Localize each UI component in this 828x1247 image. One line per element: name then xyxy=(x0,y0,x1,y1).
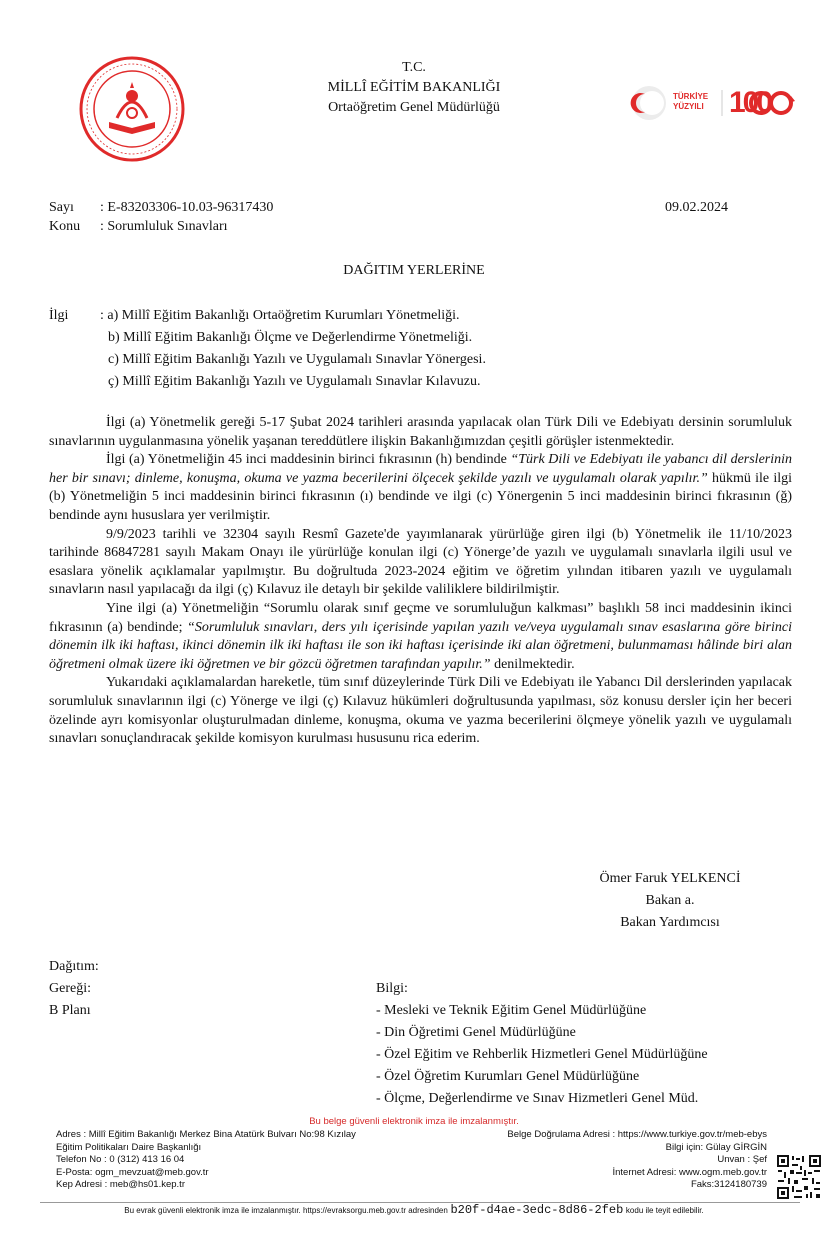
konu-label: Konu xyxy=(49,219,81,234)
page-title: DAĞITIM YERLERİNE xyxy=(343,263,485,278)
footer-kep: Kep Adresi : meb@hs01.kep.tr xyxy=(56,1179,185,1190)
ilgi-item-c: c) Millî Eğitim Bakanlığı Yazılı ve Uygulamalı Sınavlar Yönergesi. xyxy=(108,352,486,367)
document-date: 09.02.2024 xyxy=(665,200,728,215)
footer-right xyxy=(507,1129,767,1192)
sayi-label: Sayı xyxy=(49,200,74,215)
ilgi-item-a: : a) Millî Eğitim Bakanlığı Ortaöğretim Kurumları Yönetmeliği. xyxy=(100,308,460,323)
signatory-name: Ömer Faruk YELKENCİ xyxy=(599,871,741,886)
verification-suffix: kodu ile teyit edilebilir. xyxy=(625,1206,704,1215)
footer-contact: Bilgi için: Gülay GİRGİN xyxy=(665,1141,767,1153)
ilgi-label: İlgi xyxy=(49,308,69,323)
bilgi-item: - Özel Öğretim Kurumları Genel Müdürlüğüne xyxy=(376,1069,640,1084)
bilgi-item: - Ölçme, Değerlendirme ve Sınav Hizmetleri Genel Müd. xyxy=(376,1091,699,1106)
footer-title: Unvan : Şef xyxy=(717,1154,767,1165)
paragraph-4-lead: Yine ilgi (a) Yönetmeliğin “Sorumlu olarak sınıf geçme ve sorumluluğun kalkması” başlıklı 58 inci maddesinin ikinci fıkrasının (a) bendinde; xyxy=(49,600,792,635)
paragraph-1: İlgi (a) Yönetmelik gereği 5-17 Şubat 2024 tarihleri arasında yapılacak olan Türk Dili ve Edebiyatı dersinin sorumluluk sınavlarının uygulanmasına yönelik yaşanan tereddütlere ilişkin Bakanlığımızdan çeşitli görüşler istenmektedir. xyxy=(49,415,792,449)
signature-block xyxy=(560,868,780,934)
paragraph-2-lead: İlgi (a) Yönetmeliğin 45 inci maddesinin birinci fıkrasının (h) bendinde xyxy=(106,452,511,468)
ilgi-item-cc: ç) Millî Eğitim Bakanlığı Yazılı ve Uygulamalı Sınavlar Kılavuzu. xyxy=(108,374,481,389)
paragraph-2-quote: “Türk Dili ve Edebiyatı ile yabancı dil derslerinin her bir sınavı; dinleme, konuşma, okuma ve yazma becerilerini ölçecek şekilde yazılı ve uygulamalı olarak yapılır.” xyxy=(49,452,793,486)
verification-prefix: Bu evrak güvenli elektronik imza ile imzalanmıştır. https://evraksorgu.meb.gov.tr adresinden xyxy=(124,1206,448,1215)
geregi-item: B Planı xyxy=(49,1003,91,1018)
paragraph-4-quote: “Sorumluluk sınavları, ders yılı içerisinde yapılan yazılı ve/veya uygulamalı sınav esaslarına göre birinci dönemin ilk iki haftası, ikinci dönemin ilk iki haftası ile son iki haftası içerisinde iki alan öğretmeni, bulunmaması hâlinde biri alan öğretmeni olmak üzere iki öğretmen ve bir gözcü öğretmen tarafından yapılır.” xyxy=(49,619,792,672)
paragraph-4-tail: denilmektedir. xyxy=(490,656,575,672)
paragraph-4 xyxy=(49,600,792,674)
footer-fax: Faks:3124180739 xyxy=(690,1179,767,1190)
header-directorate: Ortaöğretim Genel Müdürlüğü xyxy=(328,100,500,115)
brand-100: 100 xyxy=(729,86,771,119)
footer-phone: Telefon No : 0 (312) 413 16 04 xyxy=(56,1154,185,1165)
turkiye-yuzyili-logo xyxy=(629,84,799,122)
qr-code xyxy=(776,1154,822,1200)
brand-yuzyili: YÜZYILI xyxy=(673,102,704,111)
bilgi-item: - Mesleki ve Teknik Eğitim Genel Müdürlüğüne xyxy=(376,1003,647,1018)
paragraph-3: 9/9/2023 tarihli ve 32304 sayılı Resmî Gazete'de yayımlanarak yürürlüğe giren ilgi (b) Yönetmelik ile 11/10/2023 tarihinde 86847281 sayılı Makam Onayı ile yürürlüğe konulan ilgi (c) Yönerge’de yazılı ve uygulamalı sınavlarla ilgili usul ve esaslara yönelik açıklamalar yapılmıştır. Bu doğrultuda 2023-2024 eğitim ve öğretim yılından itibaren yazılı ve uygulamalı sınavların nasıl yapılacağı da ilgi (ç) Kılavuz ile detaylı bir şekilde valiliklere bildirilmiştir. xyxy=(49,526,792,598)
bilgi-label: Bilgi: xyxy=(376,981,408,996)
footer-address: Adres : Millî Eğitim Bakanlığı Merkez Bina Atatürk Bulvarı No:98 Kızılay xyxy=(56,1129,356,1140)
bilgi-list xyxy=(376,1000,708,1110)
esign-notice: Bu belge güvenli elektronik imza ile imzalanmıştır. xyxy=(309,1116,519,1127)
header-ministry: MİLLÎ EĞİTİM BAKANLIĞI xyxy=(327,80,501,95)
bilgi-item: - Din Öğretimi Genel Müdürlüğüne xyxy=(376,1025,576,1040)
footer-left xyxy=(56,1129,356,1192)
footer-verify-url: Belge Doğrulama Adresi : https://www.turkiye.gov.tr/meb-ebys xyxy=(507,1129,767,1140)
signatory-title-2: Bakan Yardımcısı xyxy=(620,915,720,930)
sayi-value: : E-83203306-10.03-96317430 xyxy=(100,200,274,215)
brand-turkiye: TÜRKİYE xyxy=(673,92,709,101)
paragraph-2-tail: hükmü ile ilgi (b) Yönetmeliğin 5 inci maddesinin birinci fıkrasının (ı) bendinde ve ilgi (c) Yönergenin 5 inci maddesinin birinci fıkrasının (ğ) bendinde aynı hususlara yer verilmiştir. xyxy=(49,470,792,523)
ilgi-item-b: b) Millî Eğitim Bakanlığı Ölçme ve Değerlendirme Yönetmeliği. xyxy=(108,330,473,345)
paragraph-2 xyxy=(49,451,792,525)
footer-website: İnternet Adresi: www.ogm.meb.gov.tr xyxy=(612,1166,767,1178)
paragraph-5: Yukarıdaki açıklamalardan hareketle, tüm sınıf düzeylerinde Türk Dili ve Edebiyatı ile Yabancı Dil derslerinden yapılacak sorumluluk sınavlarının ilgi (c) Yönerge ve ilgi (ç) Kılavuz hükümleri doğrultusunda yapılması, söz konusu dersler için her beceri özelinde ayrı komisyonlar oluşturulmadan dinleme, konuşma, okuma ve yazma becerilerini ölçmeye yönelik yazılı ve uygulamalı sınavları sonuçlandıracak şekilde komisyon kurulması hususunu rica ederim. xyxy=(49,675,792,747)
footer-email: E-Posta: ogm_mevzuat@meb.gov.tr xyxy=(56,1166,209,1178)
verification-code: b20f-d4ae-3edc-8d86-2feb xyxy=(450,1203,624,1217)
konu-value: : Sorumluluk Sınavları xyxy=(100,219,228,234)
dagitim-label: Dağıtım: xyxy=(49,959,99,974)
header-tc: T.C. xyxy=(402,60,426,75)
body-text xyxy=(49,414,792,749)
geregi-label: Gereği: xyxy=(49,981,91,996)
verification-line xyxy=(0,1204,828,1218)
signatory-title-1: Bakan a. xyxy=(645,893,695,908)
bilgi-item: - Özel Eğitim ve Rehberlik Hizmetleri Genel Müdürlüğüne xyxy=(376,1047,708,1062)
meb-seal-logo xyxy=(79,56,185,162)
footer-department: Eğitim Politikaları Daire Başkanlığı xyxy=(56,1141,202,1153)
